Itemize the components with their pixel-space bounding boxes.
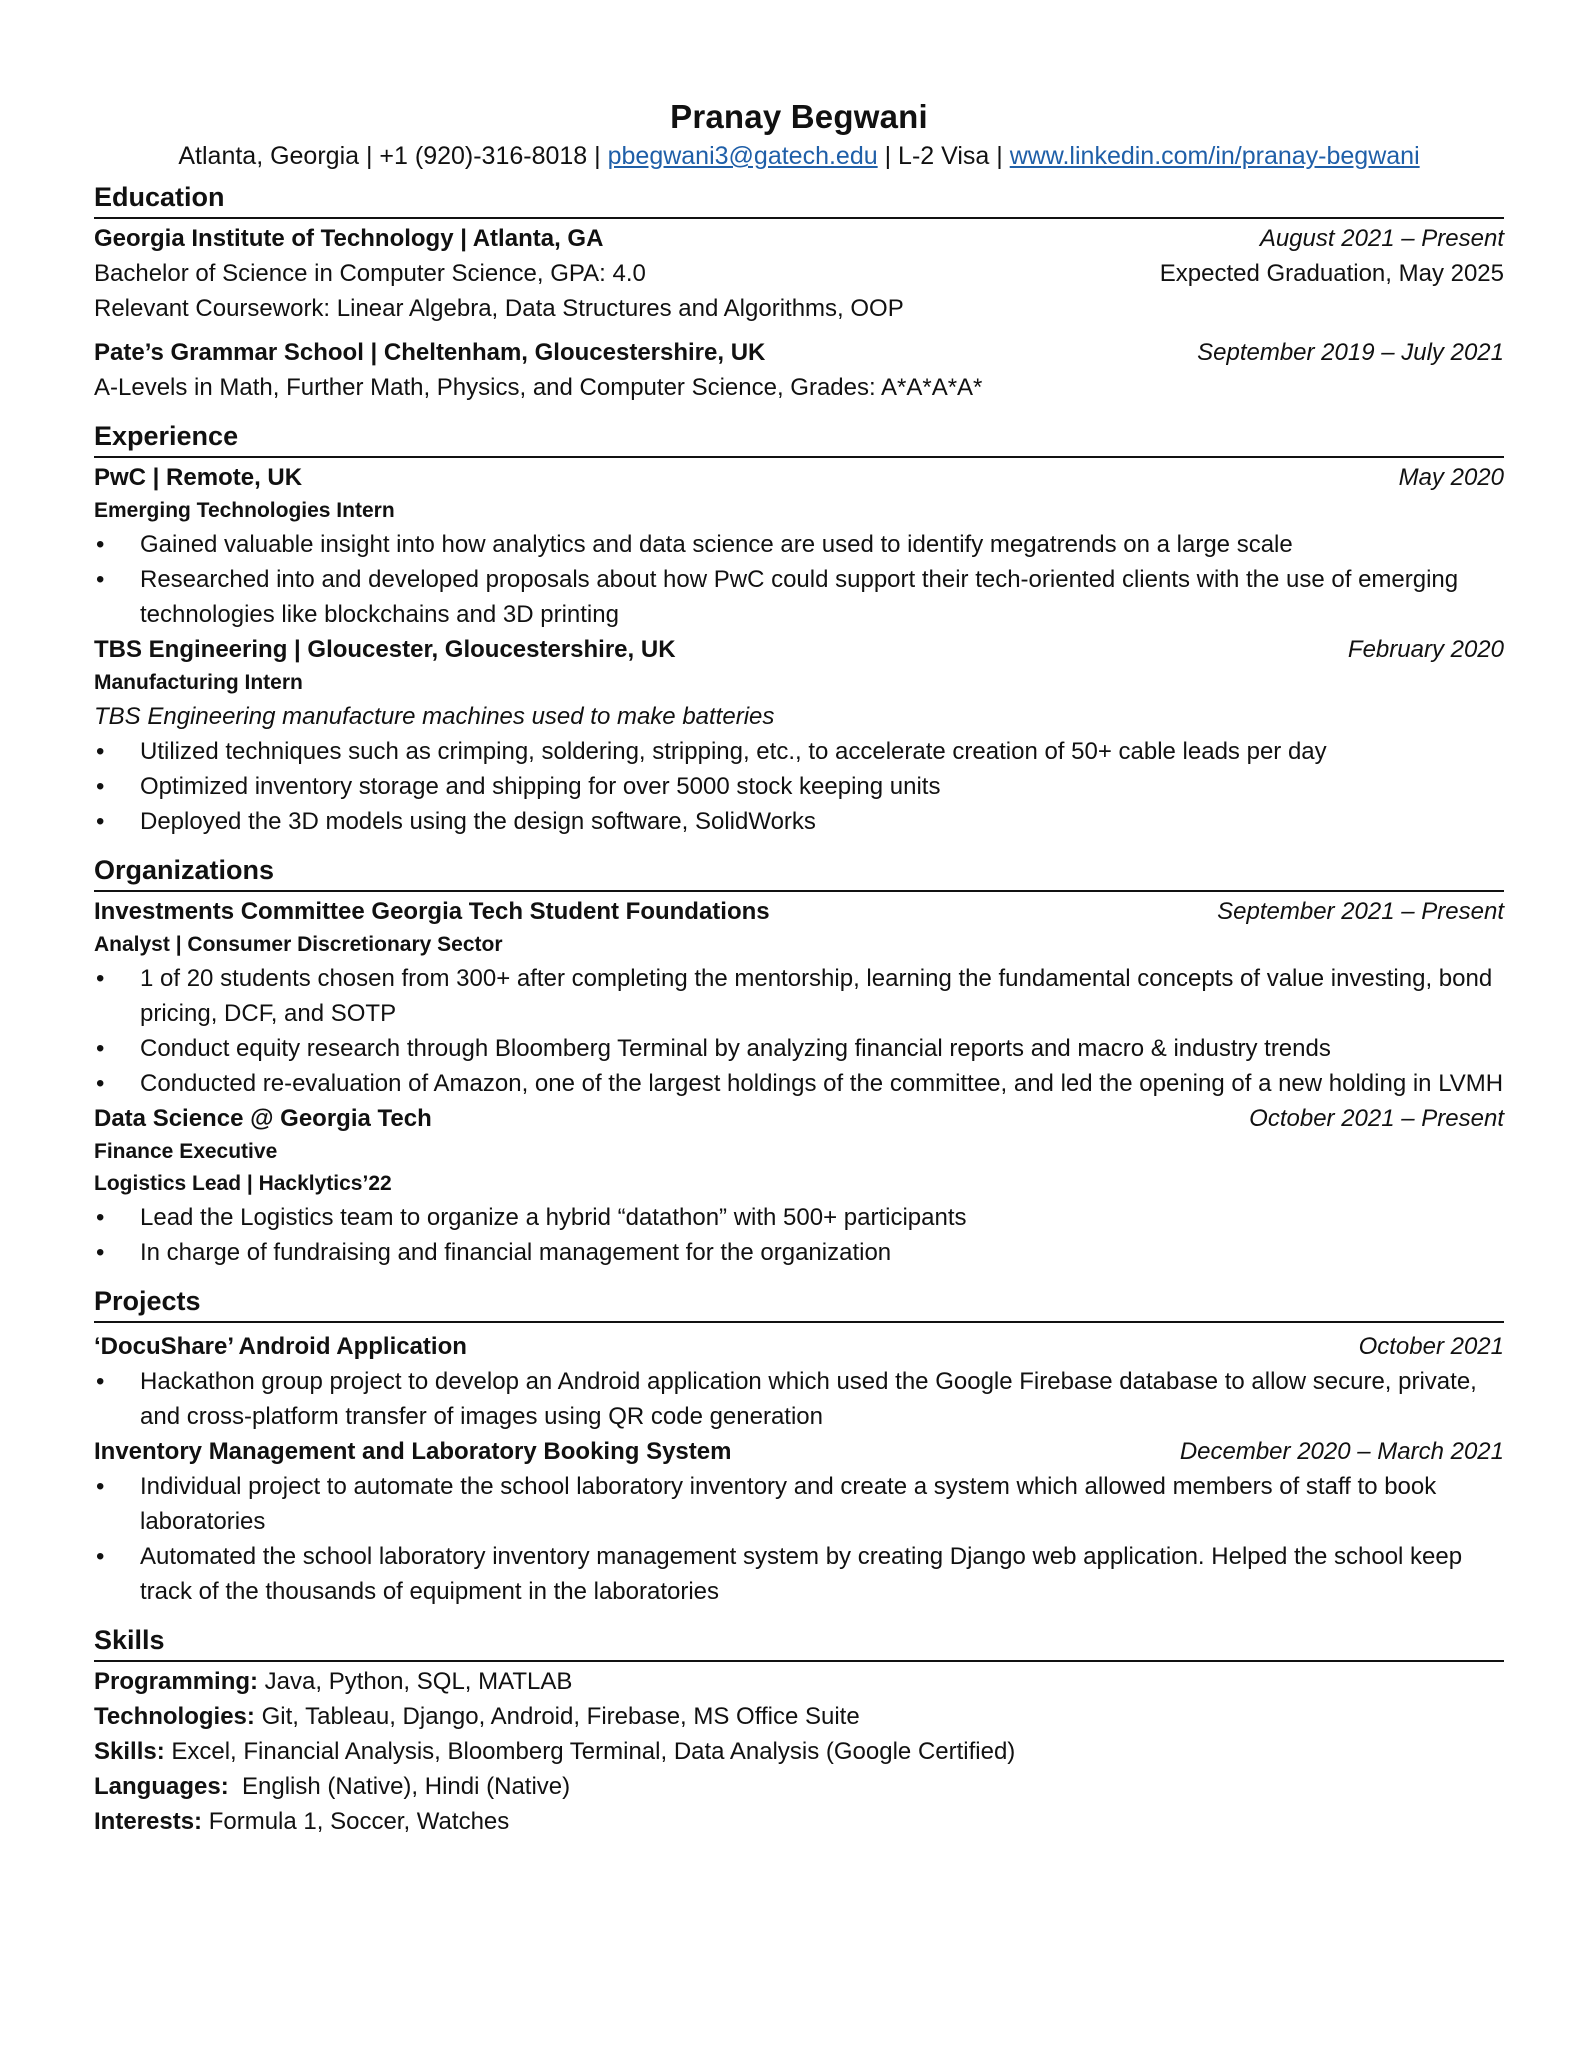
skill-label: Technologies: <box>94 1703 255 1730</box>
list-item: • Utilized techniques such as crimping, soldering, stripping, etc., to accelerate creation of 50+ cable leads per day <box>94 734 1504 769</box>
company: TBS Engineering | Gloucester, Gloucestershire, UK <box>94 636 676 663</box>
degree: Bachelor of Science in Computer Science, GPA: 4.0 <box>94 260 646 287</box>
education-entry-header <box>94 221 1504 256</box>
job-role: Manufacturing Intern <box>94 671 303 694</box>
section-title-organizations: Organizations <box>94 851 1504 892</box>
location: Atlanta, Georgia <box>178 142 360 170</box>
education-entry-header <box>94 335 1504 370</box>
skill-row <box>94 1699 1504 1734</box>
dates: August 2021 – Present <box>1259 225 1504 252</box>
skill-value: Formula 1, Soccer, Watches <box>202 1808 510 1835</box>
list-item: • Conduct equity research through Bloomberg Terminal by analyzing financial reports and macro & industry trends <box>94 1031 1504 1066</box>
institution: Pate’s Grammar School | Cheltenham, Gloucestershire, UK <box>94 339 766 366</box>
organization-role: Finance Executive <box>94 1140 278 1163</box>
skill-label: Interests: <box>94 1808 203 1835</box>
bullet-list <box>94 961 1504 1101</box>
dates: October 2021 <box>1358 1333 1504 1360</box>
experience-entry-header <box>94 460 1504 495</box>
project-name: ‘DocuShare’ Android Application <box>94 1333 467 1360</box>
bullet-list <box>94 1469 1504 1609</box>
organization-role: Analyst | Consumer Discretionary Sector <box>94 933 503 956</box>
candidate-name: Pranay Begwani <box>670 98 928 135</box>
email-link[interactable]: pbegwani3@gatech.edu <box>607 142 878 170</box>
project-entry-header <box>94 1434 1504 1469</box>
section-title-projects: Projects <box>94 1282 1504 1323</box>
skill-row <box>94 1734 1504 1769</box>
dates: February 2020 <box>1347 636 1504 663</box>
bullet-list <box>94 734 1504 839</box>
skill-value: Excel, Financial Analysis, Bloomberg Terminal, Data Analysis (Google Certified) <box>164 1738 1016 1765</box>
contact-line <box>94 138 1504 174</box>
project-name: Inventory Management and Laboratory Booking System <box>94 1438 732 1465</box>
dates: December 2020 – March 2021 <box>1179 1438 1504 1465</box>
list-item: • Conducted re-evaluation of Amazon, one of the largest holdings of the committee, and led the opening of a new holding in LVMH <box>94 1066 1504 1101</box>
list-item: • 1 of 20 students chosen from 300+ after completing the mentorship, learning the fundamental concepts of value investing, bond pricing, DCF, and SOTP <box>94 961 1504 1031</box>
separator: | <box>359 142 380 170</box>
company: PwC | Remote, UK <box>94 464 303 491</box>
list-item: • Individual project to automate the school laboratory inventory and create a system which allowed members of staff to book laboratories <box>94 1469 1504 1539</box>
section-title-education: Education <box>94 178 1504 219</box>
coursework: Relevant Coursework: Linear Algebra, Data Structures and Algorithms, OOP <box>94 295 904 322</box>
company-description: TBS Engineering manufacture machines used to make batteries <box>94 703 775 730</box>
bullet-list <box>94 1200 1504 1270</box>
list-item: • Deployed the 3D models using the design software, SolidWorks <box>94 804 1504 839</box>
skill-value: English (Native), Hindi (Native) <box>228 1773 571 1800</box>
separator: | <box>587 142 608 170</box>
skill-row <box>94 1664 1504 1699</box>
list-item: • In charge of fundraising and financial management for the organization <box>94 1235 1504 1270</box>
separator: | <box>877 142 899 170</box>
organization-entry-header <box>94 1101 1504 1136</box>
bullet-list <box>94 527 1504 632</box>
skill-label: Skills: <box>94 1738 165 1765</box>
organization-entry-header <box>94 894 1504 929</box>
bullet-list <box>94 1364 1504 1434</box>
section-title-skills: Skills <box>94 1621 1504 1662</box>
phone: +1 (920)-316-8018 <box>379 142 588 170</box>
skill-value: Java, Python, SQL, MATLAB <box>258 1668 573 1695</box>
skill-label: Languages: <box>94 1773 229 1800</box>
visa-status: L-2 Visa <box>898 142 990 170</box>
skill-label: Programming: <box>94 1668 259 1695</box>
separator: | <box>989 142 1010 170</box>
resume-page <box>94 96 1504 1839</box>
skill-value: Git, Tableau, Django, Android, Firebase, MS Office Suite <box>254 1703 860 1730</box>
experience-entry-header <box>94 632 1504 667</box>
degree: A-Levels in Math, Further Math, Physics, and Computer Science, Grades: A*A*A*A* <box>94 374 983 401</box>
education-degree-row <box>94 256 1504 291</box>
organization-name: Investments Committee Georgia Tech Student Foundations <box>94 898 770 925</box>
skill-row <box>94 1804 1504 1839</box>
list-item: • Researched into and developed proposals about how PwC could support their tech-oriented clients with the use of emerging technologies like blockchains and 3D printing <box>94 562 1504 632</box>
list-item: • Automated the school laboratory inventory management system by creating Django web application. Helped the school keep track of the thousands of equipment in the laboratories <box>94 1539 1504 1609</box>
dates: September 2019 – July 2021 <box>1197 339 1504 366</box>
list-item: • Hackathon group project to develop an Android application which used the Google Firebase database to allow secure, private, and cross-platform transfer of images using QR code generation <box>94 1364 1504 1434</box>
expected-graduation: Expected Graduation, May 2025 <box>1159 260 1504 287</box>
dates: September 2021 – Present <box>1217 898 1504 925</box>
organization-name: Data Science @ Georgia Tech <box>94 1105 432 1132</box>
job-role: Emerging Technologies Intern <box>94 499 395 522</box>
project-entry-header <box>94 1329 1504 1364</box>
section-title-experience: Experience <box>94 417 1504 458</box>
organization-role-secondary: Logistics Lead | Hacklytics’22 <box>94 1172 392 1195</box>
skill-row <box>94 1769 1504 1804</box>
list-item: • Gained valuable insight into how analytics and data science are used to identify megatrends on a large scale <box>94 527 1504 562</box>
dates: May 2020 <box>1398 464 1504 491</box>
institution: Georgia Institute of Technology | Atlanta, GA <box>94 225 604 252</box>
linkedin-link[interactable]: www.linkedin.com/in/pranay-begwani <box>1009 142 1420 170</box>
list-item: • Optimized inventory storage and shipping for over 5000 stock keeping units <box>94 769 1504 804</box>
dates: October 2021 – Present <box>1249 1105 1504 1132</box>
list-item: • Lead the Logistics team to organize a hybrid “datathon” with 500+ participants <box>94 1200 1504 1235</box>
